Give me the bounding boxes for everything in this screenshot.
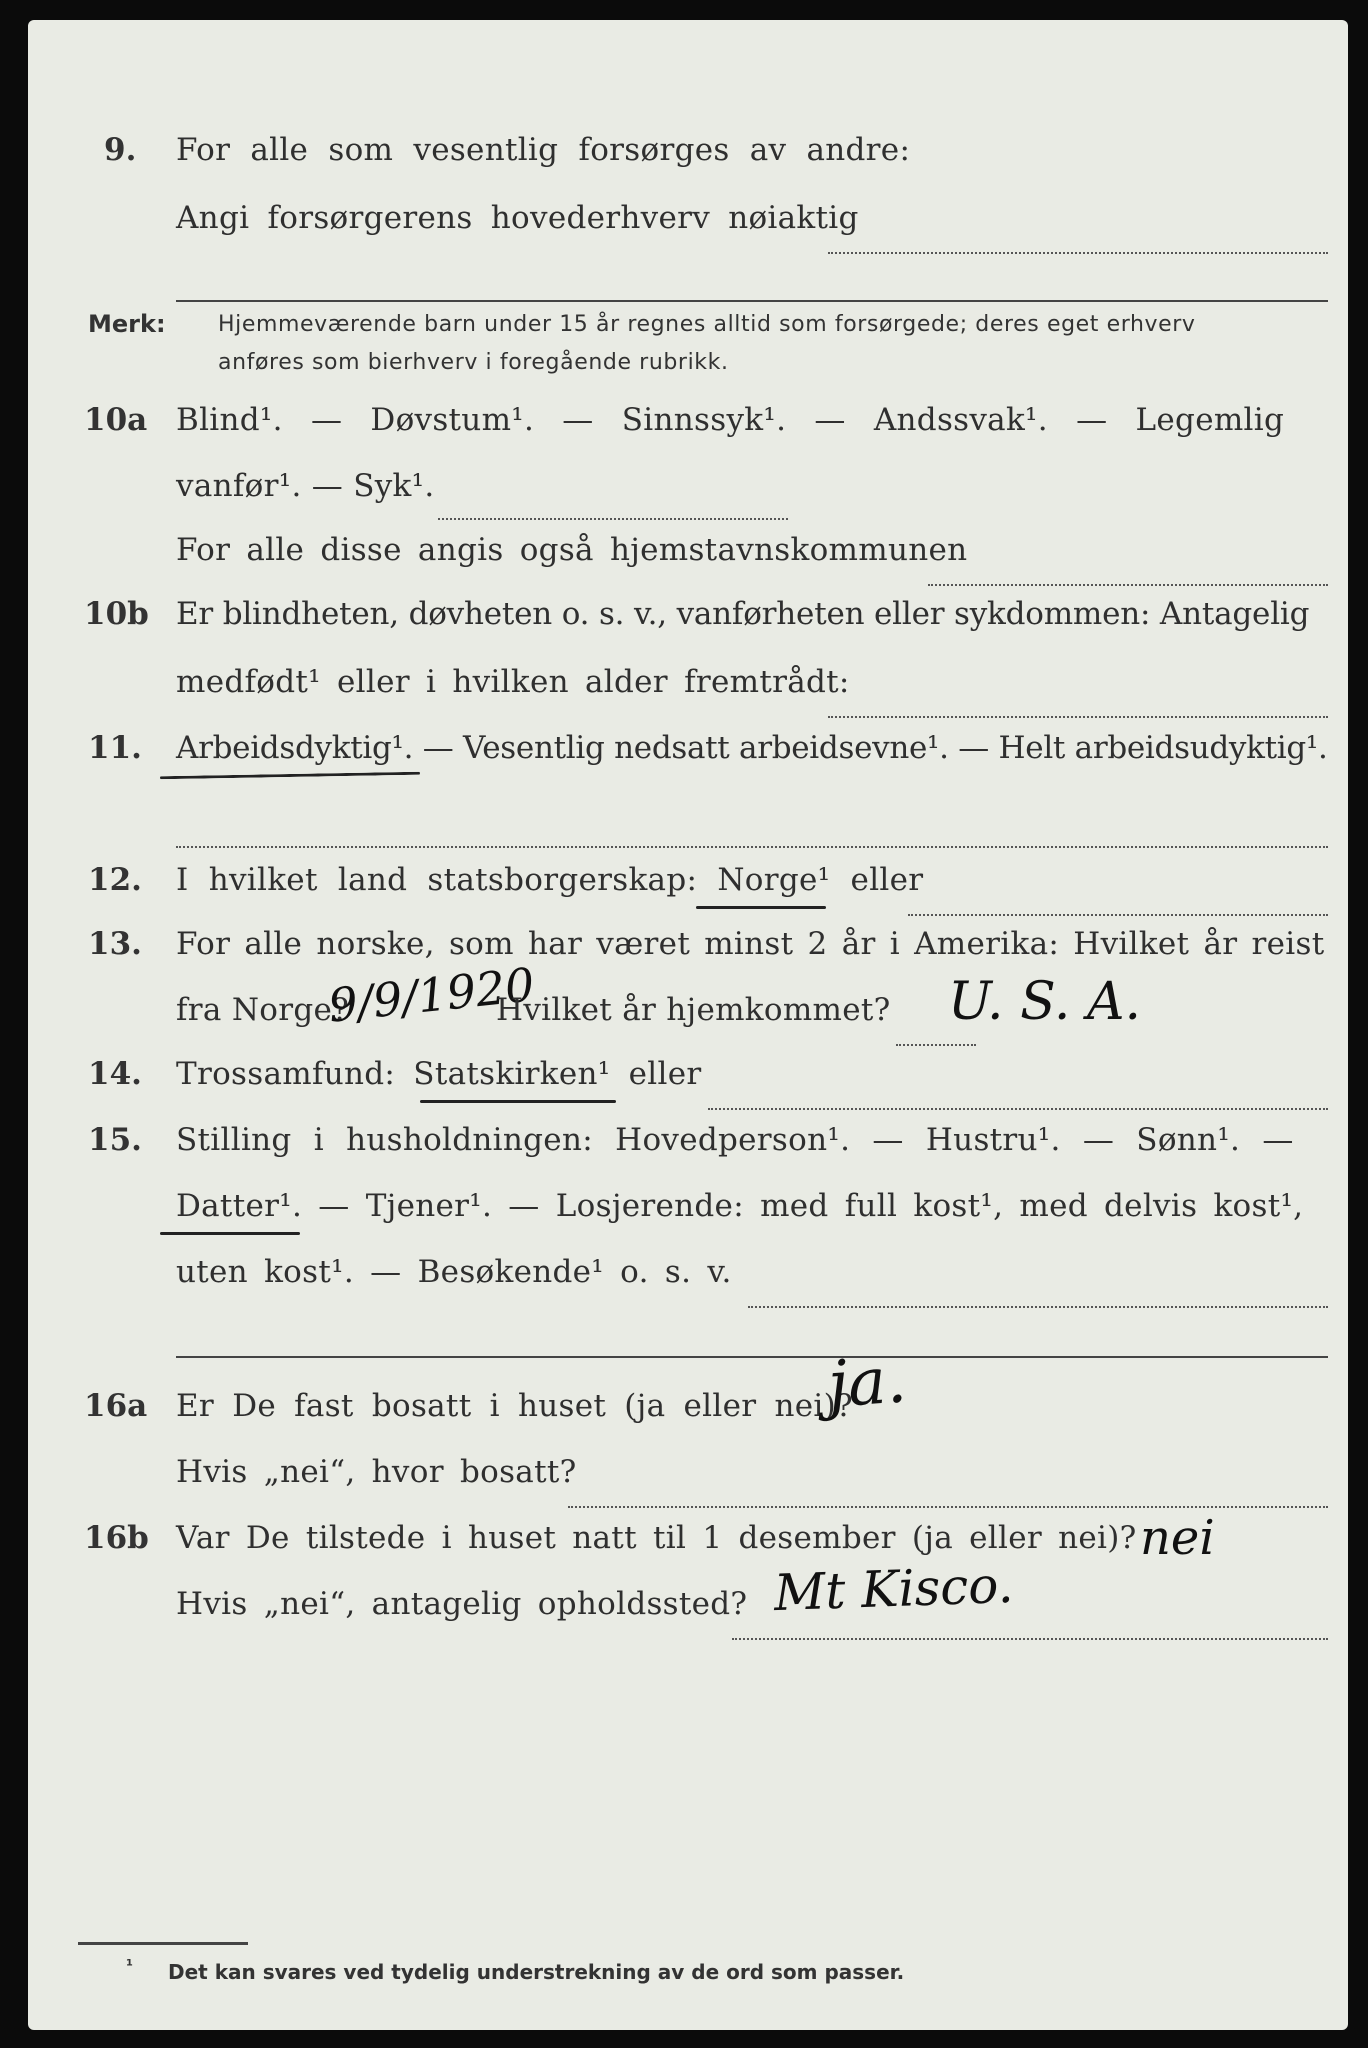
- q10a-line3: For alle disse angis også hjemstavnskommunen: [176, 532, 968, 568]
- q15-extra-field[interactable]: [176, 1320, 1328, 1358]
- q10b-line2: medfødt¹ eller i hvilken alder fremtrådt:: [176, 664, 850, 700]
- q12-line1: I hvilket land statsborgerskap: Norge¹ eller: [176, 862, 924, 898]
- q9-line1: For alle som vesentlig forsørges av andre:: [176, 132, 911, 168]
- q13-line1: For alle norske, som har været minst 2 år i Amerika: Hvilket år reist: [176, 926, 1325, 962]
- q14-number: 14.: [88, 1056, 142, 1092]
- q16a-line1: Er De fast bosatt i huset (ja eller nei)?: [176, 1388, 853, 1424]
- merk-label: Merk:: [88, 310, 166, 338]
- q10a-number: 10a: [84, 402, 148, 438]
- q16a-residence-field[interactable]: [568, 1470, 1328, 1508]
- q15-position-field[interactable]: [748, 1270, 1328, 1308]
- q11-selection-underline: [160, 772, 420, 780]
- q15-selection-underline: [160, 1232, 300, 1235]
- q16b-answer2: Mt Kisco.: [773, 1555, 1015, 1623]
- footnote-mark: ¹: [126, 1956, 134, 1975]
- q11-number: 11.: [88, 730, 142, 766]
- q13-home-answer: U. S. A.: [948, 972, 1142, 1032]
- q9-line2: Angi forsørgerens hovederhverv nøiaktig: [176, 200, 859, 236]
- q11-extra-field[interactable]: [176, 810, 1328, 848]
- q10a-line2: vanfør¹. — Syk¹.: [176, 468, 435, 504]
- footnote-text: Det kan svares ved tydelig understrekning av de ord som passer.: [168, 1960, 905, 1984]
- q15-number: 15.: [88, 1122, 142, 1158]
- q13-line2a: fra Norge?: [176, 992, 350, 1028]
- q15-line1: Stilling i husholdningen: Hovedperson¹. — Hustru¹. — Sønn¹. —: [176, 1122, 1294, 1158]
- q16b-answer1: nei: [1140, 1510, 1215, 1566]
- q9-occupation-field[interactable]: [828, 216, 1328, 254]
- census-form-page: [28, 20, 1348, 2030]
- footnote-divider: [78, 1942, 248, 1945]
- q16a-number: 16a: [84, 1388, 148, 1424]
- q9-number: 9.: [104, 132, 137, 168]
- merk-line1: Hjemmeværende barn under 15 år regnes alltid som forsørgede; deres eget erhverv: [218, 312, 1196, 337]
- q10a-line1: Blind¹. — Døvstum¹. — Sinnssyk¹. — Andssvak¹. — Legemlig: [176, 402, 1285, 438]
- q12-number: 12.: [88, 862, 142, 898]
- q14-selection-underline: [420, 1100, 616, 1103]
- q10a-sick-field[interactable]: [438, 482, 788, 520]
- q13-number: 13.: [88, 926, 142, 962]
- q12-selection-underline: [696, 906, 826, 909]
- q16a-answer: ja.: [825, 1343, 909, 1423]
- q11-line1: Arbeidsdyktig¹. — Vesentlig nedsatt arbeidsevne¹. — Helt arbeidsudyktig¹.: [176, 730, 1328, 766]
- q15-line3: uten kost¹. — Besøkende¹ o. s. v.: [176, 1254, 732, 1290]
- merk-line2: anføres som bierhverv i foregående rubrikk.: [218, 350, 729, 375]
- q16b-line1: Var De tilstede i huset natt til 1 desember (ja eller nei)?: [176, 1520, 1137, 1556]
- q10b-line1: Er blindheten, døvheten o. s. v., vanførheten eller sykdommen: Antagelig: [176, 596, 1310, 632]
- q15-line2: Datter¹. — Tjener¹. — Losjerende: med full kost¹, med delvis kost¹,: [176, 1188, 1304, 1224]
- q12-citizenship-field[interactable]: [908, 878, 1328, 916]
- q14-line1: Trossamfund: Statskirken¹ eller: [176, 1056, 702, 1092]
- q10b-number: 10b: [84, 596, 149, 632]
- q13-year-answer: 9/9/1920: [325, 957, 537, 1033]
- q16b-line2: Hvis „nei“, antagelig opholdssted?: [176, 1586, 748, 1622]
- q9-extra-field[interactable]: [176, 264, 1328, 302]
- q16a-line2: Hvis „nei“, hvor bosatt?: [176, 1454, 577, 1490]
- q10b-age-field[interactable]: [828, 680, 1328, 718]
- q10a-municipality-field[interactable]: [928, 548, 1328, 586]
- q16b-number: 16b: [84, 1520, 149, 1556]
- q14-faith-field[interactable]: [708, 1072, 1328, 1110]
- q13-line2b: Hvilket år hjemkommet?: [496, 992, 891, 1028]
